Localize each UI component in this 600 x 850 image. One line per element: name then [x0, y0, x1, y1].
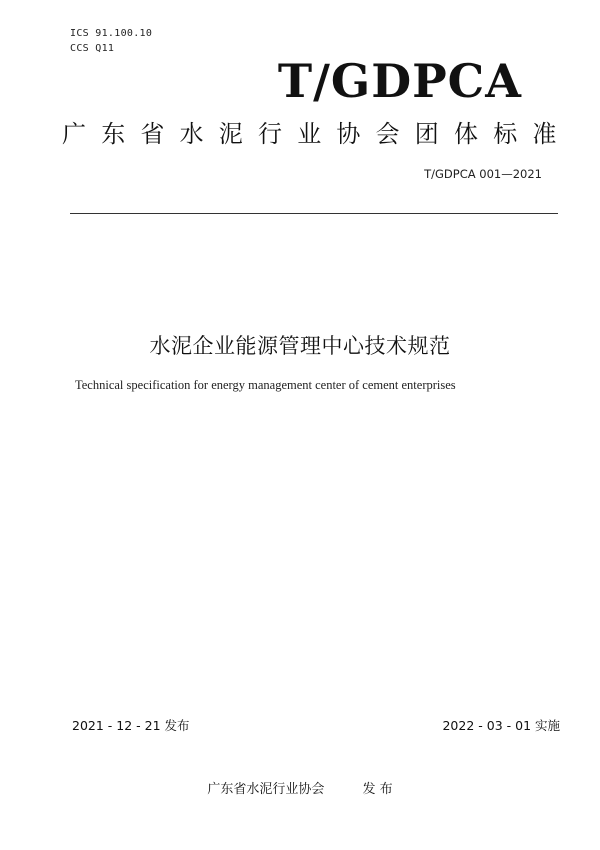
ccs-code: CCS Q11 [70, 43, 115, 54]
header-divider [70, 213, 558, 214]
implementation-date: 2022 - 03 - 01 实施 [442, 718, 560, 733]
document-title-english: Technical specification for energy management center of cement enterprises [75, 378, 456, 392]
publisher-name: 广东省水泥行业协会 [207, 782, 325, 797]
standard-brand-logo: T/GDPCA [277, 54, 522, 108]
document-title-chinese: 水泥企业能源管理中心技术规范 [149, 334, 451, 358]
publisher-line [0, 778, 600, 797]
publish-action: 发 布 [362, 782, 393, 797]
standard-number: T/GDPCA 001—2021 [424, 167, 542, 181]
issue-date: 2021 - 12 - 21 发布 [72, 718, 190, 733]
ics-code: ICS 91.100.10 [70, 28, 153, 39]
standard-type-heading: 广东省水泥行业协会团体标准 [62, 120, 572, 148]
